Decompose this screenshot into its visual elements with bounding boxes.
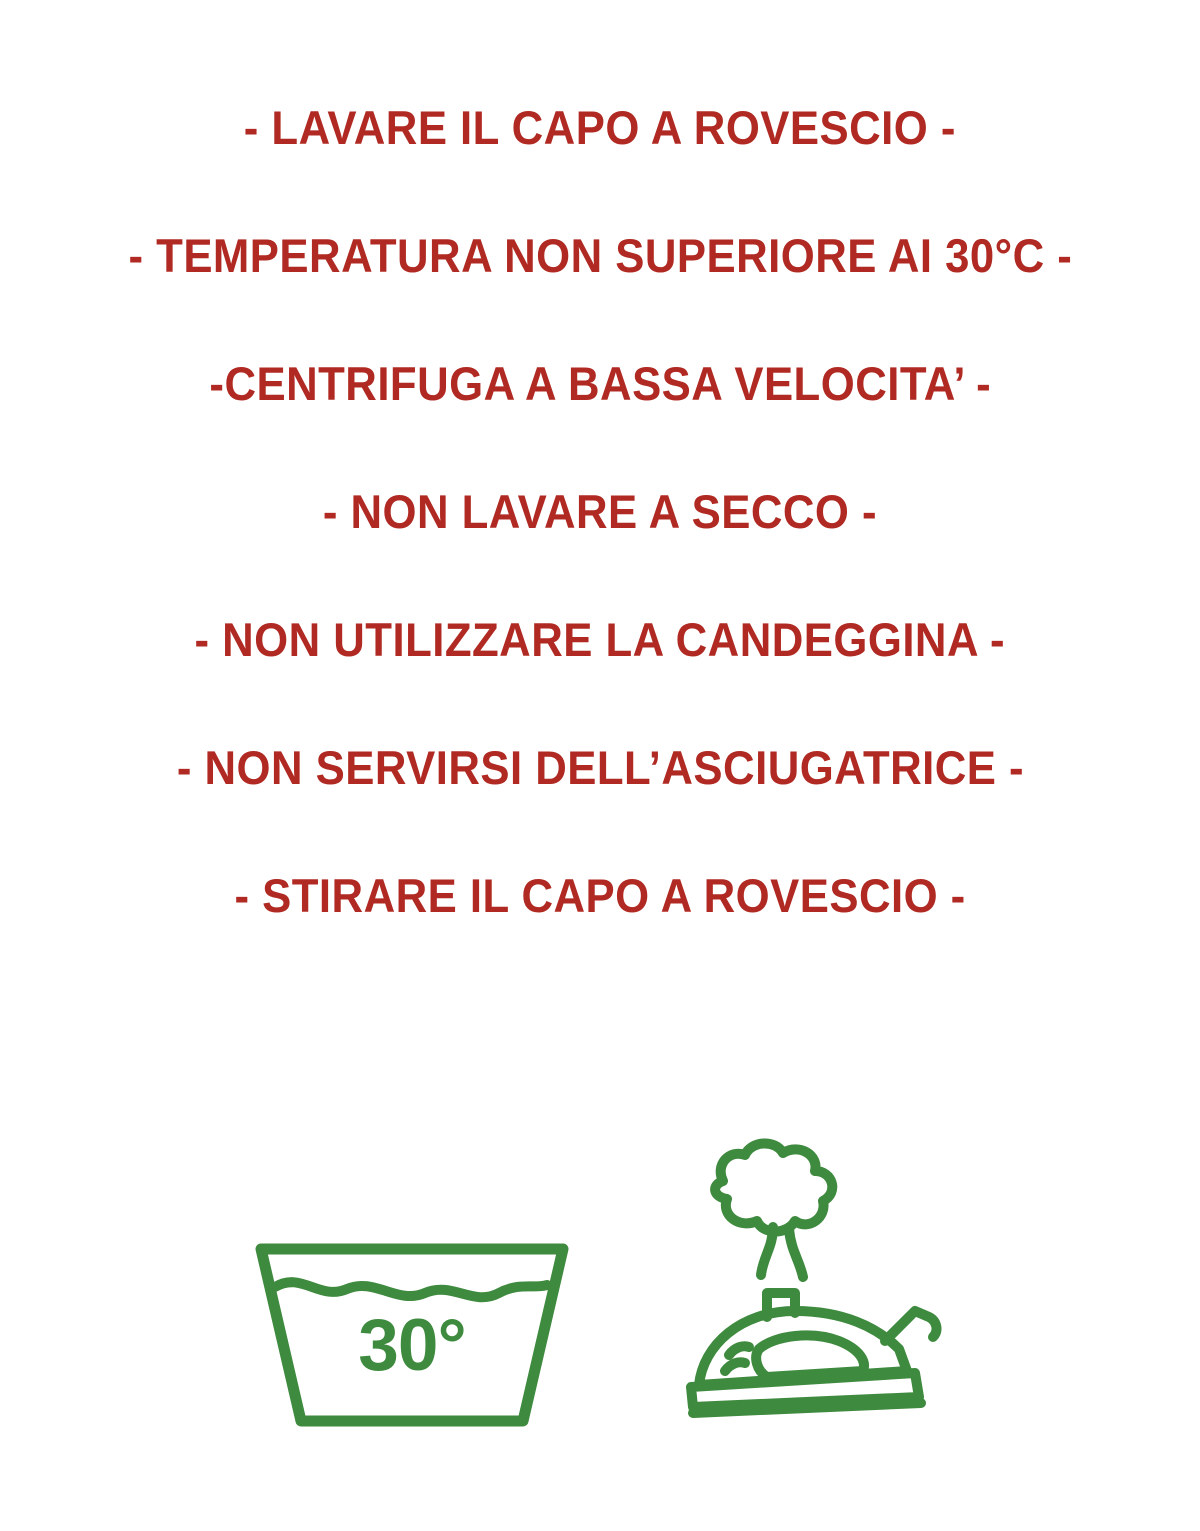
instruction-line: - NON LAVARE A SECCO - [322,485,878,538]
instruction-line: - NON UTILIZZARE LA CANDEGGINA - [194,613,1006,666]
instruction-line: - TEMPERATURA NON SUPERIORE AI 30°C - [128,229,1072,282]
wash-30-symbol [247,1235,577,1435]
iron-steam-symbol [663,1135,953,1435]
instruction-line: - LAVARE IL CAPO A ROVESCIO - [243,101,957,154]
instruction-line: - STIRARE IL CAPO A ROVESCIO - [234,869,966,922]
wash-temperature-label: 30° [358,1305,466,1386]
instruction-line: - NON SERVIRSI DELL’ASCIUGATRICE - [176,741,1024,794]
instruction-line: -CENTRIFUGA A BASSA VELOCITA’ - [209,357,991,410]
care-symbols-row [0,1135,1200,1435]
iron-icon [663,1135,953,1435]
